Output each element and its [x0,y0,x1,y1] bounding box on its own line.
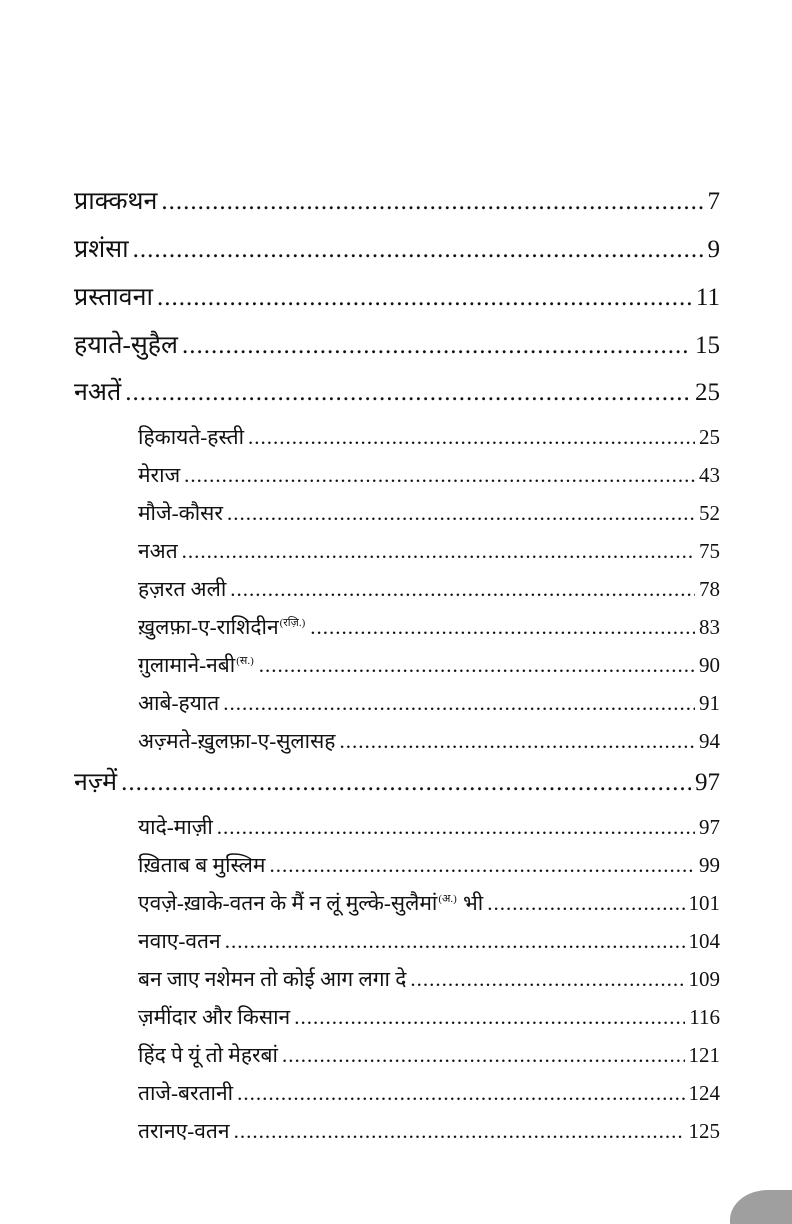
toc-entry-title: नअतें [74,379,122,406]
dot-leader [339,729,695,754]
toc-entry-hikayate-hasti[interactable] [138,423,720,451]
toc-entry-page-number: 91 [699,691,720,715]
toc-entry-page-number: 15 [695,332,720,359]
toc-entry-navae-watan[interactable] [138,927,720,955]
dot-leader [161,188,703,216]
toc-entry-prakkathan[interactable] [74,183,720,217]
toc-entry-title: ख़ुलफ़ा-ए-राशिदीन [138,615,279,639]
toc-entry-page-number: 97 [695,769,720,796]
toc-section-naaten[interactable] [74,374,720,408]
dot-leader [217,815,695,840]
toc-entry-title: हयाते-सुहैल [74,332,178,359]
toc-entry-page-number: 121 [688,1043,720,1067]
toc-entry-page-number: 25 [699,425,720,449]
honorific-note: (अ.) [438,893,457,905]
toc-entry-prashansa[interactable] [74,231,720,265]
toc-entry-page-number: 125 [688,1119,720,1143]
toc-entry-khitab-ba-muslim[interactable] [138,851,720,879]
dot-leader [223,691,695,716]
dot-leader [269,853,695,878]
dot-leader [184,463,695,488]
toc-entry-page-number: 109 [688,967,720,991]
toc-entry-prastavana[interactable] [74,279,720,313]
toc-entry-title-group [138,889,487,917]
toc-entry-meraj[interactable] [138,461,720,489]
toc-entry-mauje-kausar[interactable] [138,499,720,527]
toc-entry-hayate-suhail[interactable] [74,327,720,361]
dot-leader [310,615,695,640]
honorific-note: (स.) [236,655,254,667]
toc-entry-page-number: 116 [689,1005,720,1029]
dot-leader [234,1119,685,1144]
toc-entry-page-number: 7 [707,188,720,215]
dot-leader [125,379,691,407]
toc-entry-title: ख़िताब ब मुस्लिम [138,853,266,877]
toc-entry-page-number: 94 [699,729,720,753]
dot-leader [182,539,695,564]
dot-leader [157,284,692,312]
toc-entry-page-number: 101 [688,891,720,915]
toc-entry-title: ज़मींदार और किसान [138,1005,291,1029]
dot-leader [487,891,684,916]
toc-entry-page-number: 52 [699,501,720,525]
toc-entry-page-number: 25 [695,379,720,406]
toc-entry-yade-mazi[interactable] [138,813,720,841]
toc-entry-evaze-khake-watan[interactable] [138,889,720,917]
toc-entry-hind-pe-yun-to-meharban[interactable] [138,1041,720,1069]
dot-leader [237,1081,684,1106]
toc-entry-title: मेराज [138,463,181,487]
dot-leader [259,653,695,678]
toc-entry-ghulamane-nabi[interactable] [138,651,720,679]
toc-entry-hazrat-ali[interactable] [138,575,720,603]
toc-entry-naat[interactable] [138,537,720,565]
dot-leader [182,332,691,360]
toc-entry-title: प्राक्कथन [74,188,158,215]
dot-leader [230,577,695,602]
toc-entry-page-number: 124 [688,1081,720,1105]
dot-leader [225,929,685,954]
toc-entry-title-group [138,613,310,641]
toc-entry-title: नवाए-वतन [138,929,221,953]
toc-entry-aabe-hayat[interactable] [138,689,720,717]
toc-entry-title: मौजे-कौसर [138,501,223,525]
toc-entry-title: प्रस्तावना [74,284,153,311]
toc-entry-title: तरानए-वतन [138,1119,230,1143]
toc-entry-title: ग़ुलामाने-नबी [138,653,236,677]
toc-entry-tarane-watan[interactable] [138,1117,720,1145]
toc-entry-zamindar-aur-kisan[interactable] [138,1003,720,1031]
dot-leader [294,1005,685,1030]
toc-entry-page-number: 97 [699,815,720,839]
dot-leader [121,769,691,797]
toc-entry-azmate-khulfa-e-sulasah[interactable] [138,727,720,755]
toc-entry-title: प्रशंसा [74,236,129,263]
toc-entry-taje-bartani[interactable] [138,1079,720,1107]
toc-entry-page-number: 104 [688,929,720,953]
toc-entry-page-number: 11 [695,284,720,311]
toc-entry-title: हिकायते-हस्ती [138,425,245,449]
toc-entry-title: हज़रत अली [138,577,227,601]
toc-entry-page-number: 83 [699,615,720,639]
toc-entry-title: एवज़े-ख़ाके-वतन के मैं न लूं मुल्के-सुलैमां [138,891,438,915]
toc-entry-page-number: 9 [707,236,720,263]
toc-entry-title: नज़्में [74,769,118,796]
toc-entry-page-number: 75 [699,539,720,563]
dot-leader [248,425,695,450]
toc-entry-title: अज़्मते-ख़ुलफ़ा-ए-सुलासह [138,729,336,753]
toc-entry-page-number: 78 [699,577,720,601]
toc-section-nazmen[interactable] [74,764,720,798]
toc-entry-page-number: 90 [699,653,720,677]
honorific-note: (रज़ि.) [279,617,306,629]
toc-entry-ban-jaye-nasheman[interactable] [138,965,720,993]
dot-leader [282,1043,685,1068]
toc-entry-page-number: 99 [699,853,720,877]
toc-entry-title: हिंद पे यूं तो मेहरबां [138,1043,278,1067]
dot-leader [410,967,684,992]
toc-entry-title-group [138,651,259,679]
toc-entry-title: नअत [138,539,178,563]
toc-entry-title: बन जाए नशेमन तो कोई आग लगा दे [138,967,407,991]
toc-entry-page-number: 43 [699,463,720,487]
toc-entry-title: आबे-हयात [138,691,220,715]
dot-leader [227,501,695,526]
toc-entry-title: यादे-माज़ी [138,815,213,839]
toc-entry-khulfa-e-rashidin[interactable] [138,613,720,641]
toc-entry-title: ताजे-बरतानी [138,1081,234,1105]
dot-leader [133,236,704,264]
toc-entry-title-suffix: भी [463,891,484,915]
